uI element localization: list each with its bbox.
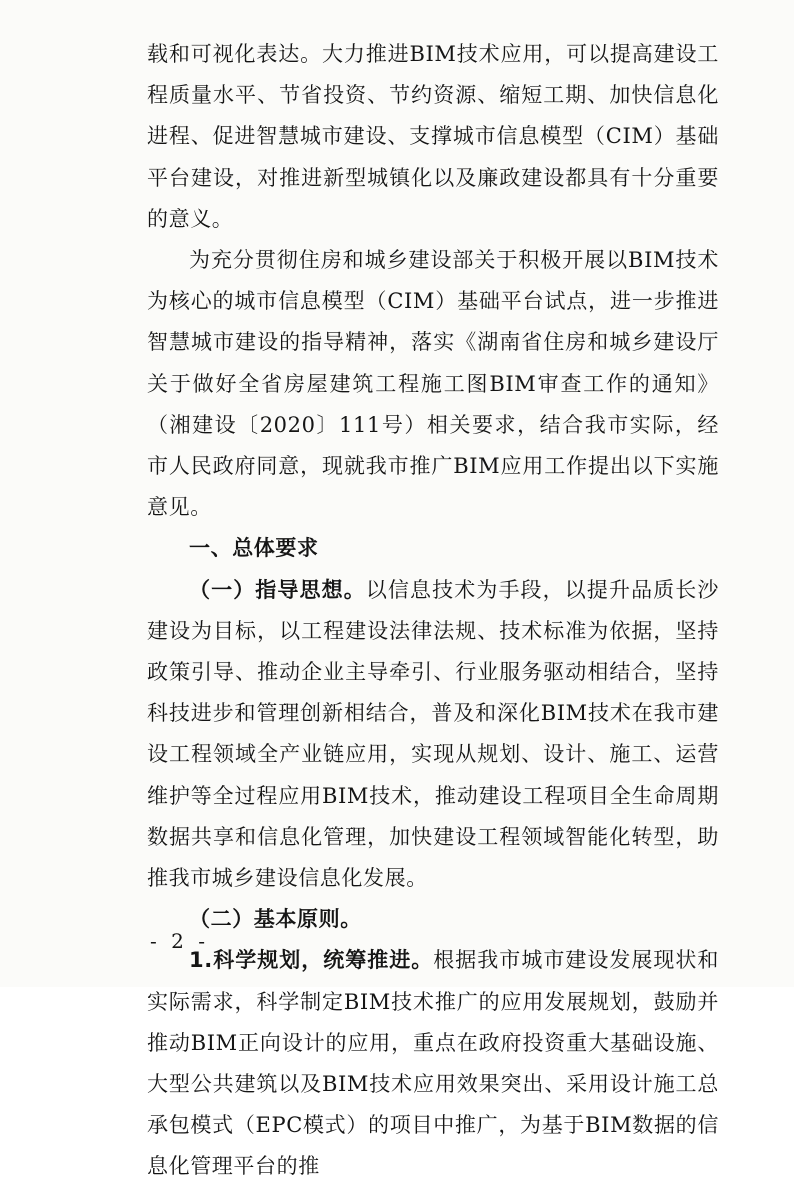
guiding-ideology-lead: （一）指导思想。: [189, 577, 366, 602]
paragraph-continued: 载和可视化表达。大力推进BIM技术应用，可以提高建设工程质量水平、节省投资、节约资源、缩短工期、加快信息化进程、促进智慧城市建设、支撑城市信息模型（CIM）基础平台建设，对推进新型城镇化以及廉政建设都具有十分重要的意义。: [147, 42, 719, 231]
document-body: [147, 34, 719, 1188]
principle-1-text: 根据我市城市建设发展现状和实际需求，科学制定BIM技术推广的应用发展规划，鼓励并推动BIM正向设计的应用，重点在政府投资重大基础设施、大型公共建筑以及BIM技术应用效果突出、采用设计施工总承包模式（EPC模式）的项目中推广，为基于BIM数据的信息化管理平台的推: [147, 948, 719, 1179]
paragraph-purpose: 为充分贯彻住房和城乡建设部关于积极开展以BIM技术为核心的城市信息模型（CIM）基础平台试点，进一步推进智慧城市建设的指导精神，落实《湖南省住房和城乡建设厅关于做好全省房屋建筑工程施工图BIM审查工作的通知》（湘建设〔2020〕111号）相关要求，结合我市实际，经市人民政府同意，现就我市推广BIM应用工作提出以下实施意见。: [147, 248, 719, 520]
guiding-ideology-text: 以信息技术为手段，以提升品质长沙建设为目标，以工程建设法律法规、技术标准为依据，坚持政策引导、推动企业主导牵引、行业服务驱动相结合，坚持科技进步和管理创新相结合，普及和深化BIM技术在我市建设工程领域全产业链应用，实现从规划、设计、施工、运营维护等全过程应用BIM技术，推动建设工程项目全生命周期数据共享和信息化管理，加快建设工程领域智能化转型，助推我市城乡建设信息化发展。: [147, 577, 719, 891]
paragraph-guiding-ideology: [147, 570, 719, 900]
paragraph-principle-1: [147, 940, 719, 1187]
page-number: - 2 -: [150, 929, 209, 953]
basic-principles-heading: （二）基本原则。: [189, 907, 362, 932]
principle-1-lead: 1.科学规划，统筹推进。: [189, 948, 434, 973]
section-heading-general-requirements: 一、总体要求: [189, 536, 319, 561]
